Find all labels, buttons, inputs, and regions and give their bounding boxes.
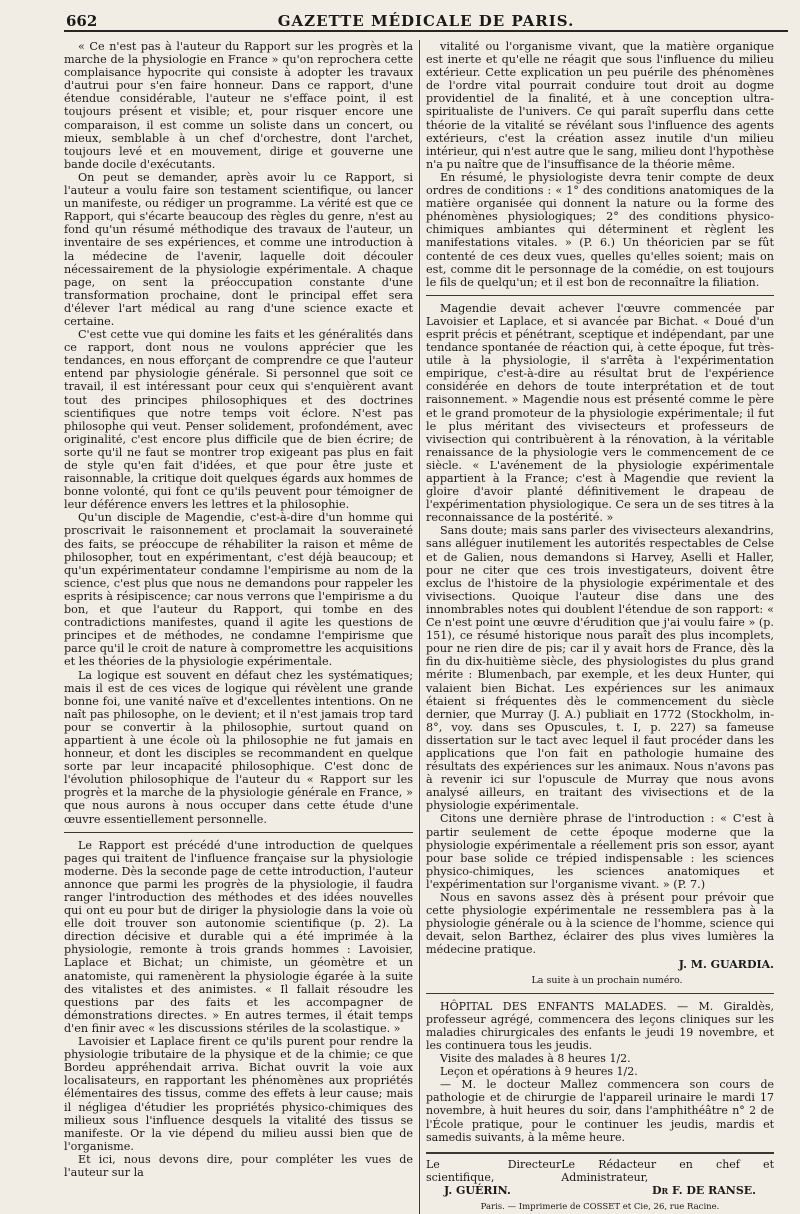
paragraph: Et ici, nous devons dire, pour compléter les vues de l'auteur sur la [64,1152,413,1179]
paragraph: vitalité ou l'organisme vivant, que la matière organique est inerte et qu'elle ne réagit que sous l'influence du milieu extérieur. Cette explication un peu puérile des phénomènes de l'ordre vital pourrait conduire tout droit au dogme providentiel de la finalité, et à une conception ultra-spiritualiste de l'univers. Ce qui paraît superflu dans cette théorie de la vitalité se révélant sous l'influence des agents extérieurs, c'est la création assez inutile d'un milieu intérieur, qui n'est autre que le sang, milieu dont l'hypothèse n'a pu naître que de l'insuffisance de la théorie même. [426,40,774,171]
page-footer [426,1152,774,1214]
section-divider [426,295,774,296]
right-column [419,40,774,1214]
director-name: J. GUÉRIN. [444,1183,511,1197]
paragraph: C'est cette vue qui domine les faits et les généralités dans ce rapport, dont nous ne voulons apprécier que les tendances, en nous efforçant de comprendre ce que l'auteur entend par physiologie générale. Si personnel que soit ce travail, il est intéressant pour ceux qui s'enquièrent avant tout des principes philosophiques et des doctrines scientifiques que notre temps voit éclore. N'est pas philosophe qui veut. Penser solidement, profondément, avec originalité, c'est encore plus difficile que de bien écrire; de sorte qu'il ne faut se montrer trop exigeant pas plus en fait de style qu'en fait d'idées, et que pour être juste et raisonnable, la critique doit quelques égards aux hommes de bonne volonté, qui font ce qu'ils peuvent pour témoigner de leur déférence envers les lettres et la philosophie. [64,328,413,512]
text-columns [64,40,788,1214]
paragraph: « Ce n'est pas à l'auteur du Rapport sur les progrès et la marche de la physiologie en France » qu'on reprochera cette complaisance hypocrite qui consiste à adopter les travaux d'autrui pour s'en faire honneur. Dans ce rapport, d'une étendue considérable, l'auteur ne s'efface point, il est toujours présent et visible; et, pour risquer encore une comparaison, il est comme un soliste dans un concert, ou mieux, semblable à un chef d'orchestre, dont l'archet, toujours levé et en mouvement, dirige et gouverne une bande docile d'exécutants. [64,40,413,171]
news-divider [426,993,774,994]
news-item: — M. le docteur Mallez commencera son cours de pathologie et de chirurgie de l'appareil urinaire le mardi 17 novembre, à huit heures du soir, dans l'amphithéâtre n° 2 de l'École pratique, pour le continuer les jeudis, mardis et samedis suivants, à la même heure. [426,1078,774,1144]
news-item: HÔPITAL DES ENFANTS MALADES. — M. Giraldès, professeur agrégé, commencera des leçons cliniques sur les maladies chirurgicales des enfants le jeudi 19 novembre, et les continuera tous les jeudis. [426,999,774,1052]
paragraph: Citons une dernière phrase de l'introduction : « C'est à partir seulement de cette époque moderne que la physiologie expérimentale a réellement pris son essor, ayant pour base solide ce trépied indispensable : les sciences physico-chimiques, les sciences anatomiques et l'expérimentation sur l'organisme vivant. » (P. 7.) [426,812,774,891]
editor-name: Dr F. DE RANSE. [651,1183,756,1197]
editor-title: Le Rédacteur en chef et Administrateur, [561,1157,774,1184]
paragraph: La logique est souvent en défaut chez les systématiques; mais il est de ces vices de logique qui révèlent une grande bonne foi, une vanité naïve et d'excellentes intentions. On ne naît pas philosophe, on le devient; et il n'est jamais trop tard pour se convertir à la philosophie, surtout quand on appartient à une école où la philosophie ne fut jamais en honneur, et dont les disciples se recommandent en quelque sorte par leur incapacité philosophique. C'est donc de l'évolution philosophique de l'auteur du « Rapport sur les progrès et la marche de la physiologie générale en France, » que nous aurons à nous occuper dans cette étude d'une œuvre essentiellement personnelle. [64,668,413,826]
section-divider [64,832,413,833]
paragraph: Lavoisier et Laplace firent ce qu'ils purent pour rendre la physiologie tributaire de la physique et de la chimie; ce que Bordeu appréhendait arriva. Bichat ouvrit la voie aux localisateurs, en rapportant les phénomènes aux propriétés élémentaires des tissus, comme des effets à leur cause; mais il négligea d'étudier les propriétés physico-chimiques des milieux sous l'influence desquels la vitalité des tissus se manifeste. Or la vie dépend du milieu aussi bien que de l'organisme. [64,1035,413,1153]
imprint: Paris. — Imprimerie de COSSET et Cie, 26, rue Racine. [480,1201,720,1212]
right-column-article [426,40,774,956]
left-column [64,40,419,1214]
footer-titles [426,1158,774,1184]
continuation-note: La suite à un prochain numéro. [531,974,683,986]
paragraph: Nous en savons assez dès à présent pour prévoir que cette physiologie expérimentale ne ressemblera pas à la physiologie générale ou à la science de l'homme, science qui devait, selon Barthez, éclairer des plus vives lumières la médecine pratique. [426,891,774,957]
news-item: Leçon et opérations à 9 heures 1/2. [440,1065,638,1079]
paragraph: On peut se demander, après avoir lu ce Rapport, si l'auteur a voulu faire son testament scientifique, ou lancer un manifeste, ou rédiger un programme. La vérité est que ce Rapport, qui s'écarte beaucoup des règles du genre, n'est au fond qu'un résumé méthodique des travaux de l'auteur, un inventaire de ses expériences, et comme une introduction à la médecine de l'avenir, laquelle doit découler nécessairement de la physiologie expérimentale. A chaque page, on sent la préoccupation constante d'une transformation prochaine, dont le principal effet sera d'élever l'art médical au rang d'une science exacte et certaine. [64,170,413,328]
news-item: Visite des malades à 8 heures 1/2. [440,1052,631,1066]
journal-title: GAZETTE MÉDICALE DE PARIS. [277,12,575,30]
page-number: 662 [66,12,98,30]
paragraph: Magendie devait achever l'œuvre commencée par Lavoisier et Laplace, et si avancée par Bichat. « Doué d'un esprit précis et pénétrant, sceptique et indépendant, par une tendance spontanée de réaction qui, à cette époque, fut très-utile à la physiologie, il s'arrêta à l'expérimentation empirique, c'est-à-dire au résultat brut de l'expérience considérée en dehors de toute interprétation et de tout raisonnement. » Magendie nous est présenté comme le père et le grand promoteur de la physiologie expérimentale; il fut le plus méritant des vivisecteurs et professeurs de vivisection qui contribuèrent à la rénovation, à la véritable renaissance de la physiologie vers le commencement de ce siècle. « L'avénement de la physiologie expérimentale appartient à la France; c'est à Magendie que revient la gloire d'avoir planté définitivement le drapeau de l'expérimentation physiologique. Ce sera un de ses titres à la reconnaissance de la postérité. » [426,301,774,525]
news-section [426,1000,774,1144]
paragraph: En résumé, le physiologiste devra tenir compte de deux ordres de conditions : « 1° des conditions anatomiques de la matière organisée qui donnent la nature ou la forme des phénomènes physiologiques; 2° des conditions physico-chimiques ambiantes qui déterminent et règlent les manifestations vitales. » (P. 6.) Un théoricien par se fût contenté de ces deux vues, quelles qu'elles soient; mais on est, comme dit le personnage de la comédie, on est toujours le fils de quelqu'un; et il est bon de reconnaître la filiation. [426,170,774,289]
paragraph: Sans doute; mais sans parler des vivisecteurs alexandrins, sans alléguer inutilement les autorités respectables de Celse et de Galien, nous demandons si Harvey, Aselli et Haller, pour ne citer que ces trois investigateurs, doivent être exclus de l'histoire de la physiologie expérimentale et des vivisections. Quoique l'auteur dise dans une des innombrables notes qui doublent l'étendue de son rapport: « Ce n'est point une œuvre d'érudition que j'ai voulu faire » (p. 151), ce résumé historique nous paraît des plus incomplets, pour ne rien dire de pis; car il y avait hors de France, dès la fin du dix-huitième siècle, des physiologistes du plus grand mérite : Blumenbach, par exemple, et les deux Hunter, qui valaient bien Bichat. Les expériences sur les animaux étaient si fréquentes dès le commencement du siècle dernier, que Murray (J. A.) publiait en 1772 (Stockholm, in-8°, voy. dans ses Opuscules, t. I, p. 227) sa fameuse dissertation sur le tact avec lequel il faut procéder dans les applications que l'on fait en pathologie humaine des résultats des expériences sur les animaux. Nous n'avons pas à revenir ici sur l'opuscule de Murray que nous avons analysé ailleurs, en traitant des vivisections et de la physiologie expérimentale. [426,524,774,813]
article-signature: J. M. GUARDIA. [678,958,774,972]
footer-names [426,1184,774,1197]
director-title: Le Directeur scientifique, [426,1157,562,1184]
paragraph: Qu'un disciple de Magendie, c'est-à-dire d'un homme qui proscrivait le raisonnement et proclamait la souveraineté des faits, se préoccupe de réhabiliter la raison et même de philosopher, tout en expérimentant, c'est déjà beaucoup; et qu'un expérimentateur condamne l'empirisme au nom de la science, c'est plus que nous ne demandons pour rappeler les esprits à résipiscence; car nous verrons que l'empirisme a du bon, et que l'auteur du Rapport, qui tombe en des contradictions manifestes, quand il agite les questions de principes et de méthodes, ne condamne l'empirisme que parce qu'il le croit de nature à compromettre les acquisitions et les théories de la physiologie expérimentale. [64,511,413,669]
page-header [64,8,788,32]
paragraph: Le Rapport est précédé d'une introduction de quelques pages qui traitent de l'influence française sur la physiologie moderne. Dès la seconde page de cette introduction, l'auteur annonce que parmi les progrès de la physiologie, il faudra ranger l'introduction des méthodes et des idées nouvelles qui ont eu pour but de diriger la physiologie dans la voie où elle doit trouver son autonomie scientifique (p. 2). La direction décisive et durable qui a été imprimée à la physiologie, remonte à trois grands hommes : Lavoisier, Laplace et Bichat; un chimiste, un géomètre et un anatomiste, qui ramenèrent la physiologie égarée à la suite des vitalistes et des animistes. « Il fallait résoudre les questions par des faits et les accompagner de démonstrations directes. » En autres termes, il était temps d'en finir avec « les discussions stériles de la scolastique. » [64,838,413,1035]
